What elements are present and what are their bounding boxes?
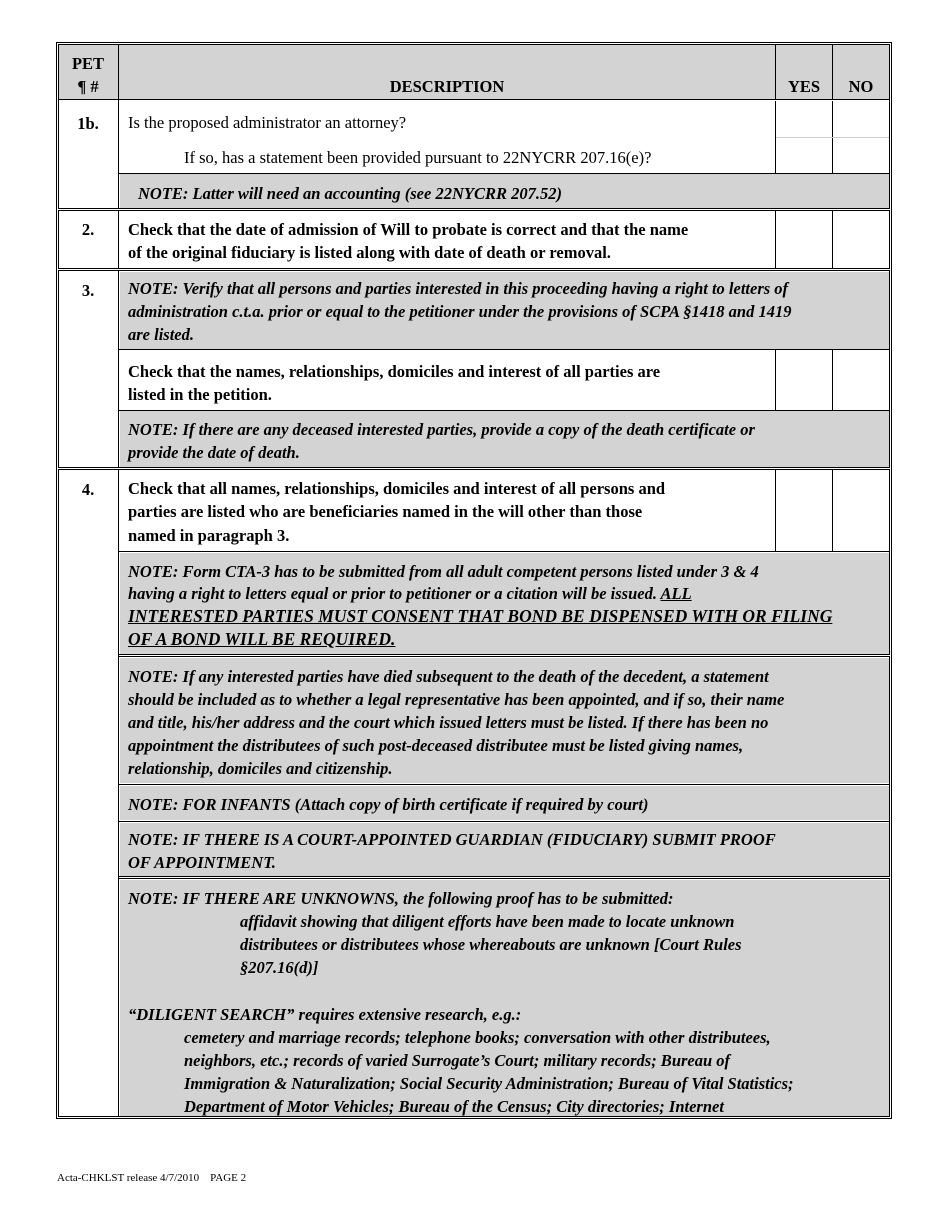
r4-note4-bottom (119, 876, 890, 879)
row-1b-q2-yes-checkbox[interactable] (776, 138, 832, 173)
r4-note1-bottom (119, 654, 890, 657)
pet-column-divider (118, 44, 119, 1117)
row-4-note-5-line-5: “DILIGENT SEARCH” requires extensive research, e.g.: (128, 1005, 522, 1024)
row-1b-q1-no-checkbox[interactable] (833, 101, 889, 137)
row-3-check-line-1: Check that the names, relationships, domiciles and interest of all parties are (128, 362, 661, 381)
row-4-note-2-line-3: and title, his/her address and the court which issued letters must be listed. If there has been no (128, 713, 769, 732)
row-1b-q1-yes-checkbox[interactable] (776, 101, 832, 137)
row-4-note-5-line-1: NOTE: IF THERE ARE UNKNOWNS, the following proof has to be submitted: (128, 889, 674, 908)
row-2-line-1: Check that the date of admission of Will to probate is correct and that the name (128, 220, 689, 239)
r4-check-bottom (119, 551, 890, 552)
row-4-note-1-line-4: OF A BOND WILL BE REQUIRED. (128, 629, 396, 649)
row-4-note-2-line-1: NOTE: If any interested parties have died subsequent to the death of the decedent, a statement (128, 667, 769, 686)
row-4-no-checkbox[interactable] (833, 470, 889, 551)
row-4-check-line-3: named in paragraph 3. (128, 526, 290, 545)
row-4-note-2-line-5: relationship, domiciles and citizenship. (128, 759, 393, 778)
r3-check-bottom (119, 410, 890, 411)
row-4-number: 4. (81, 480, 95, 499)
row-4-note-4-line-1: NOTE: IF THERE IS A COURT-APPOINTED GUARDIAN (FIDUCIARY) SUBMIT PROOF (128, 830, 776, 849)
row-1b-question-2: If so, has a statement been provided pursuant to 22NYCRR 207.16(e)? (184, 148, 652, 167)
frame-left-inner (58, 44, 59, 1117)
r1b-note-top (119, 173, 890, 174)
row-4-check-line-1: Check that all names, relationships, domiciles and interest of all persons and (128, 479, 666, 498)
row-4-note-2-line-2: should be included as to whether a legal representative has been appointed, and if so, their name (128, 690, 785, 709)
row-3-note-1-line-1: NOTE: Verify that all persons and parties interested in this proceeding having a right to letters of (128, 279, 789, 298)
row-4-note-1-line-2 (128, 582, 692, 605)
row-4-note-1-line-3: INTERESTED PARTIES MUST CONSENT THAT BOND BE DISPENSED WITH OR FILING (128, 606, 833, 626)
row-4-check-line-2: parties are listed who are beneficiaries named in the will other than those (128, 502, 643, 521)
row-3-note-2-line-2: provide the date of death. (128, 443, 300, 462)
header-paragraph-number: ¶ # (77, 77, 99, 96)
row-4-note-5-line-4: §207.16(d)] (240, 958, 319, 977)
row-4-note-5-line-7: neighbors, etc.; records of varied Surrogate’s Court; military records; Bureau of (184, 1051, 731, 1070)
row-1b-note: NOTE: Latter will need an accounting (see 22NYCRR 207.52) (138, 184, 562, 203)
row-4-note-5-line-3: distributees or distributees whose whereabouts are unknown [Court Rules (240, 935, 742, 954)
row-1b-number: 1b. (77, 114, 99, 133)
row-4-note-1-line-2-text: having a right to letters equal or prior to petitioner or a citation will be issued. (128, 584, 661, 603)
row-3-number: 3. (81, 281, 95, 300)
row-4-note-5-line-2: affidavit showing that diligent efforts have been made to locate unknown (240, 912, 735, 931)
row-4-note-1-all: ALL (660, 584, 692, 603)
row-4-note-1-line-1: NOTE: Form CTA-3 has to be submitted from all adult competent persons listed under 3 & 4 (128, 562, 759, 581)
header-yes: YES (787, 77, 821, 96)
header-no: NO (848, 77, 874, 96)
row-1b-q2-no-checkbox[interactable] (833, 138, 889, 173)
separator-row-3 (58, 268, 890, 271)
r4-note3-bottom (119, 821, 890, 822)
separator-row-2 (58, 208, 890, 211)
frame-top-inner (58, 44, 890, 45)
row-3-check-line-2: listed in the petition. (128, 385, 272, 404)
row-4-note-5-line-9: Department of Motor Vehicles; Bureau of the Census; City directories; Internet (184, 1097, 724, 1116)
r4-note2-bottom (119, 784, 890, 785)
row-4-note-2-line-4: appointment the distributees of such post-deceased distributee must be listed giving names, (128, 736, 744, 755)
row-4-note-4-line-2: OF APPOINTMENT. (128, 853, 276, 872)
header-pet: PET (71, 54, 105, 73)
row-1b-question-1: Is the proposed administrator an attorney? (128, 113, 407, 132)
row-3-yes-checkbox[interactable] (776, 350, 832, 410)
page-footer: Acta-CHKLST release 4/7/2010 PAGE 2 (57, 1172, 247, 1184)
row-3-note-2-line-1: NOTE: If there are any deceased interested parties, provide a copy of the death certificate or (128, 420, 755, 439)
frame-right-inner (889, 44, 890, 1117)
row-2-yes-checkbox[interactable] (776, 211, 832, 268)
separator-row-4 (58, 467, 890, 470)
row-4-note-3: NOTE: FOR INFANTS (Attach copy of birth certificate if required by court) (128, 795, 649, 814)
row-4-yes-checkbox[interactable] (776, 470, 832, 551)
row-2-no-checkbox[interactable] (833, 211, 889, 268)
row-3-note-1-line-3: are listed. (128, 325, 194, 344)
header-description: DESCRIPTION (389, 77, 505, 96)
row-3-no-checkbox[interactable] (833, 350, 889, 410)
row-2-line-2: of the original fiduciary is listed along with date of death or removal. (128, 243, 611, 262)
row-4-note-5-line-6: cemetery and marriage records; telephone books; conversation with other distributees, (184, 1028, 771, 1047)
row-2-number: 2. (81, 220, 95, 239)
header-bottom-line (58, 99, 890, 100)
row-4-note-5-line-8: Immigration & Naturalization; Social Security Administration; Bureau of Vital Statistics; (184, 1074, 794, 1093)
row-3-note-1-line-2: administration c.t.a. prior or equal to the petitioner under the provisions of SCPA §1418 and 1419 (128, 302, 792, 321)
